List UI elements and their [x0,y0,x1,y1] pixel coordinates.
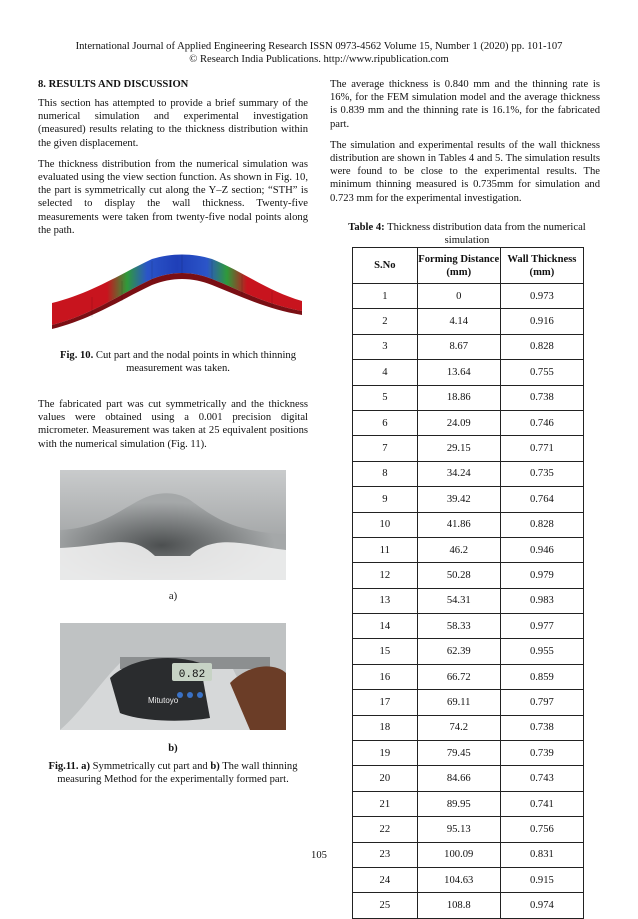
distance-cell: 0 [417,284,500,309]
fig11-caption-b-text: The wall thinning measuring Method for the experimentally formed part. [57,761,298,785]
distance-cell: 69.11 [417,690,500,715]
sno-cell: 13 [353,588,418,613]
fig11b-sublabel: b) [168,743,178,754]
sno-cell: 21 [353,791,418,816]
paragraph-simulation: The thickness distribution from the numerical simulation was evaluated using the view section function. As shown in Fig. 10, the part is symmetrically cut along the Y–Z section; “STH” is selected to display the wall thickness. Twenty-five measurements were taken from twenty-five nodal points along the path. [38,158,308,236]
header-journal-line: International Journal of Applied Engineering Research ISSN 0973-4562 Volume 15, Number 1 (2020) pp. 101-107 [75,41,563,52]
thickness-cell: 0.974 [500,893,583,918]
sno-cell: 19 [353,741,418,766]
distance-cell: 50.28 [417,563,500,588]
fig11a-cut-part-photo [60,470,286,580]
thickness-cell: 0.828 [500,512,583,537]
sno-cell: 17 [353,690,418,715]
paragraph-average-thickness: The average thickness is 0.840 mm and the thinning rate is 16%, for the FEM simulation model and the average thickness is 0.839 mm and the thinning rate is 16.1%, for the fabricated part. [330,79,600,130]
table-row [353,741,584,766]
table-row [353,563,584,588]
table-row [353,867,584,892]
header-sno: S.No [353,248,418,284]
sno-cell: 11 [353,537,418,562]
sno-cell: 6 [353,410,418,435]
paragraph-intro: This section has attempted to provide a brief summary of the numerical simulation and experimental investigation (measured) results relating to the thickness distribution within the given displacement. [38,98,308,149]
distance-cell: 95.13 [417,817,500,842]
table4-caption-text: Thickness distribution data from the numerical simulation [384,222,586,246]
thickness-cell: 0.746 [500,410,583,435]
thickness-cell: 0.977 [500,614,583,639]
sno-cell: 25 [353,893,418,918]
sno-cell: 18 [353,715,418,740]
table-row [353,588,584,613]
thickness-cell: 0.738 [500,715,583,740]
sno-cell: 7 [353,436,418,461]
table-row [353,461,584,486]
thickness-cell: 0.859 [500,664,583,689]
distance-cell: 79.45 [417,741,500,766]
table-row [353,334,584,359]
table-row [353,436,584,461]
thickness-cell: 0.828 [500,334,583,359]
thickness-cell: 0.983 [500,588,583,613]
sno-cell: 10 [353,512,418,537]
table-row [353,664,584,689]
header-wall-thickness: Wall Thickness (mm) [500,248,583,284]
fig11a-sublabel: a) [168,591,178,602]
fig10-simulation-image [52,253,302,341]
sno-cell: 15 [353,639,418,664]
running-header [0,40,638,66]
sno-cell: 5 [353,385,418,410]
table4-caption [336,221,598,247]
sno-cell: 24 [353,867,418,892]
thickness-cell: 0.741 [500,791,583,816]
fig10-caption [52,349,304,375]
thickness-cell: 0.755 [500,360,583,385]
table-row [353,766,584,791]
distance-cell: 54.31 [417,588,500,613]
table-row [353,360,584,385]
thickness-cell: 0.915 [500,867,583,892]
thickness-cell: 0.738 [500,385,583,410]
thickness-cell: 0.979 [500,563,583,588]
table-row [353,284,584,309]
thickness-cell: 0.973 [500,284,583,309]
table-row [353,614,584,639]
distance-cell: 66.72 [417,664,500,689]
micrometer-brand: Mitutoyo [148,696,179,705]
table-row [353,385,584,410]
distance-cell: 74.2 [417,715,500,740]
table-row [353,487,584,512]
fig10-caption-text: Cut part and the nodal points in which thinning measurement was taken. [93,350,296,374]
paragraph-results-comparison: The simulation and experimental results of the wall thickness distribution are shown in Tables 4 and 5. The simulation results were found to be close to the experimental results. The minimum thinning measured is 0.735mm for simulation and 0.723 mm for the experimental investigation. [330,139,600,204]
distance-cell: 24.09 [417,410,500,435]
fig11-caption [38,760,308,786]
distance-cell: 39.42 [417,487,500,512]
table4-caption-label: Table 4: [348,222,385,233]
table-row [353,537,584,562]
distance-cell: 108.8 [417,893,500,918]
table-row [353,893,584,918]
fig11-caption-a-text: Symmetrically cut part and [89,761,211,772]
sno-cell: 1 [353,284,418,309]
thickness-cell: 0.955 [500,639,583,664]
header-publisher-line: © Research India Publications. http://www.ripublication.com [189,54,449,65]
thickness-cell: 0.771 [500,436,583,461]
distance-cell: 41.86 [417,512,500,537]
sno-cell: 8 [353,461,418,486]
sno-cell: 20 [353,766,418,791]
thickness-cell: 0.916 [500,309,583,334]
distance-cell: 104.63 [417,867,500,892]
distance-cell: 34.24 [417,461,500,486]
distance-cell: 58.33 [417,614,500,639]
distance-cell: 4.14 [417,309,500,334]
thickness-cell: 0.739 [500,741,583,766]
thickness-cell: 0.764 [500,487,583,512]
sno-cell: 22 [353,817,418,842]
distance-cell: 29.15 [417,436,500,461]
fig10-caption-label: Fig. 10. [60,350,94,361]
sno-cell: 23 [353,842,418,867]
left-column [38,78,308,245]
distance-cell: 13.64 [417,360,500,385]
table-row [353,690,584,715]
fig11-caption-label: Fig.11. [48,761,79,772]
fig11-caption-a: a) [78,761,90,772]
right-column [330,78,600,213]
table-row [353,791,584,816]
thickness-cell: 0.743 [500,766,583,791]
sno-cell: 4 [353,360,418,385]
fig11b-micrometer-photo [60,623,286,730]
table-row [353,309,584,334]
table-row [353,410,584,435]
header-forming-distance: Forming Distance (mm) [417,248,500,284]
distance-cell: 84.66 [417,766,500,791]
thickness-table [352,247,584,919]
sno-cell: 14 [353,614,418,639]
table-body [353,284,584,919]
sno-cell: 9 [353,487,418,512]
sno-cell: 12 [353,563,418,588]
table-row [353,817,584,842]
paragraph-fabrication: The fabricated part was cut symmetrically and the thickness values were obtained using a 0.001 precision digital micrometer. Measurement was taken at 25 equivalent positions with the numerical simulation (Fig. 11). [38,399,308,450]
distance-cell: 89.95 [417,791,500,816]
thickness-cell: 0.735 [500,461,583,486]
thickness-cell: 0.756 [500,817,583,842]
distance-cell: 46.2 [417,537,500,562]
table-row [353,715,584,740]
thickness-cell: 0.831 [500,842,583,867]
sno-cell: 2 [353,309,418,334]
sno-cell: 3 [353,334,418,359]
sno-cell: 16 [353,664,418,689]
fig11-caption-b: b) [210,761,220,772]
distance-cell: 100.09 [417,842,500,867]
thickness-cell: 0.946 [500,537,583,562]
table-row [353,639,584,664]
micrometer-readout: 0.82 [178,669,206,681]
table-header-row [353,248,584,284]
distance-cell: 8.67 [417,334,500,359]
section-heading: 8. RESULTS AND DISCUSSION [38,79,189,90]
page-number: 105 [311,850,327,861]
table-row [353,512,584,537]
thickness-cell: 0.797 [500,690,583,715]
distance-cell: 18.86 [417,385,500,410]
distance-cell: 62.39 [417,639,500,664]
